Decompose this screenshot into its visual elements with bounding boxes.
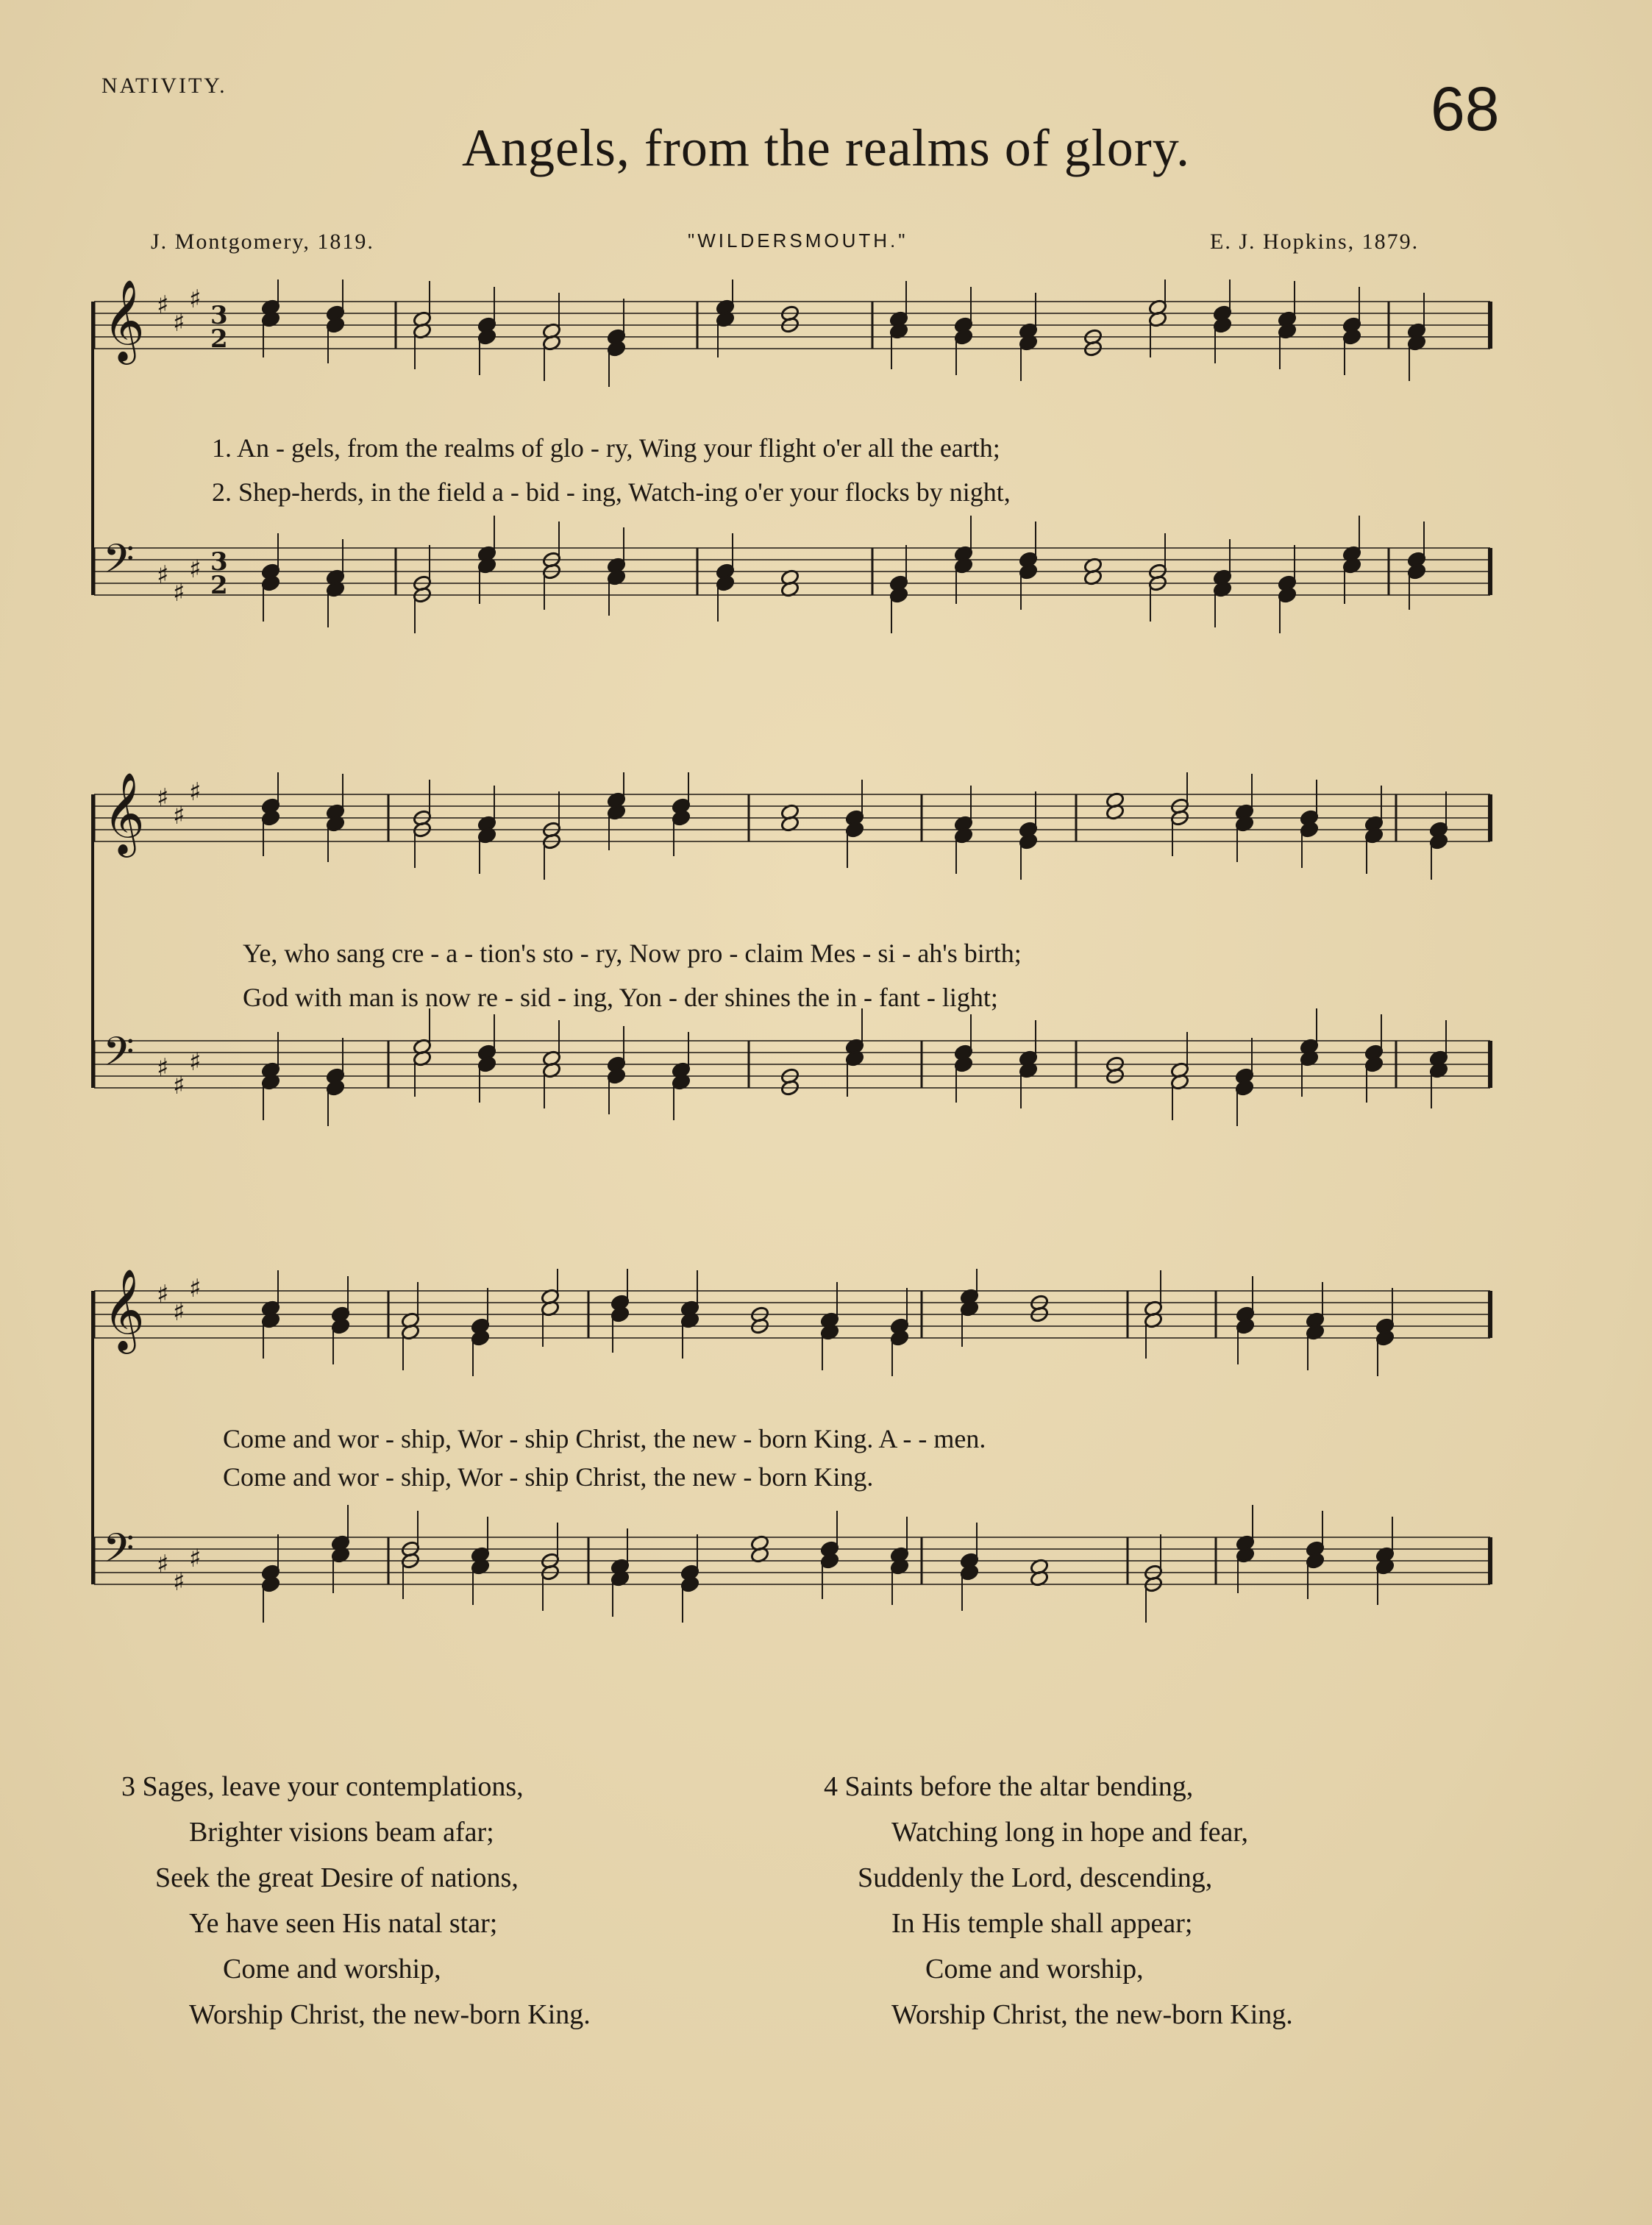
sharp-icon: ♯ xyxy=(157,1550,169,1579)
lyric-line: Ye, who sang cre - a - tion's sto - ry, Now pro - claim Mes - si - ah's birth; xyxy=(243,939,1022,968)
sharp-icon: ♯ xyxy=(189,555,202,584)
time-signature: 2 xyxy=(210,571,228,600)
time-signature: 3 xyxy=(210,301,228,330)
time-signature: 3 xyxy=(210,547,228,577)
verse-line: Come and worship, xyxy=(925,1954,1144,1984)
sharp-icon: ♯ xyxy=(157,560,169,590)
lyric-line: 1. An - gels, from the realms of glo - ry, Wing your flight o'er all the earth; xyxy=(212,433,1000,463)
music-system-1 xyxy=(87,280,1506,677)
bass-clef-icon: 𝄢 xyxy=(103,1525,135,1581)
verse-3 xyxy=(121,1764,591,2037)
sharp-icon: ♯ xyxy=(189,1274,202,1303)
lyric-line: Come and wor - ship, Wor - ship Christ, the new - born King. A - - men. xyxy=(223,1424,986,1453)
sharp-icon: ♯ xyxy=(157,1053,169,1083)
treble-clef-icon: 𝄞 xyxy=(103,280,145,361)
verse-line: Watching long in hope and fear, xyxy=(891,1817,1249,1848)
verse-line: Brighter visions beam afar; xyxy=(189,1817,494,1848)
tune-name: "WILDERSMOUTH." xyxy=(688,229,908,252)
sharp-icon: ♯ xyxy=(157,1280,169,1309)
sharp-icon: ♯ xyxy=(173,308,185,338)
verse-line: 3 Sages, leave your contemplations, xyxy=(121,1771,524,1802)
sharp-icon: ♯ xyxy=(189,1047,202,1077)
composer-credit: E. J. Hopkins, 1879. xyxy=(1210,229,1420,254)
verse-line: Ye have seen His natal star; xyxy=(189,1908,498,1939)
sharp-icon: ♯ xyxy=(173,1297,185,1327)
verse-line: 4 Saints before the altar bending, xyxy=(824,1771,1194,1802)
verse-4 xyxy=(824,1764,1293,2037)
lyric-line: 2. Shep-herds, in the field a - bid - ing, Watch-ing o'er your flocks by night, xyxy=(212,477,1011,507)
hymn-title: Angels, from the realms of glory. xyxy=(461,118,1191,177)
hymn-number: 68 xyxy=(1431,74,1500,143)
verse-line: Worship Christ, the new-born King. xyxy=(891,1999,1293,2030)
music-system-2 xyxy=(87,772,1506,1170)
verse-line: In His temple shall appear; xyxy=(891,1908,1193,1939)
sharp-icon: ♯ xyxy=(173,1071,185,1100)
sharp-icon: ♯ xyxy=(189,1544,202,1573)
verse-line: Worship Christ, the new-born King. xyxy=(189,1999,591,2030)
lyric-line: God with man is now re - sid - ing, Yon - der shines the in - fant - light; xyxy=(243,983,998,1012)
score-staves xyxy=(87,772,1506,1170)
verse-line: Come and worship, xyxy=(223,1954,441,1984)
bass-clef-icon: 𝄢 xyxy=(103,535,135,592)
sharp-icon: ♯ xyxy=(157,291,169,320)
lyric-line: Come and wor - ship, Wor - ship Christ, the new - born King. xyxy=(223,1462,874,1492)
verse-line: Suddenly the Lord, descending, xyxy=(858,1862,1213,1893)
sharp-icon: ♯ xyxy=(189,285,202,314)
bass-clef-icon: 𝄢 xyxy=(103,1028,135,1085)
treble-clef-icon: 𝄞 xyxy=(103,1269,145,1350)
sharp-icon: ♯ xyxy=(157,783,169,813)
time-signature: 2 xyxy=(210,324,228,354)
sharp-icon: ♯ xyxy=(189,777,202,807)
sharp-icon: ♯ xyxy=(173,801,185,830)
verse-line: Seek the great Desire of nations, xyxy=(155,1862,519,1893)
treble-clef-icon: 𝄞 xyxy=(103,772,145,854)
section-label: NATIVITY. xyxy=(102,74,227,98)
sharp-icon: ♯ xyxy=(173,1567,185,1597)
author-credit: J. Montgomery, 1819. xyxy=(151,229,374,254)
music-system-3 xyxy=(87,1269,1506,1666)
sharp-icon: ♯ xyxy=(173,578,185,608)
